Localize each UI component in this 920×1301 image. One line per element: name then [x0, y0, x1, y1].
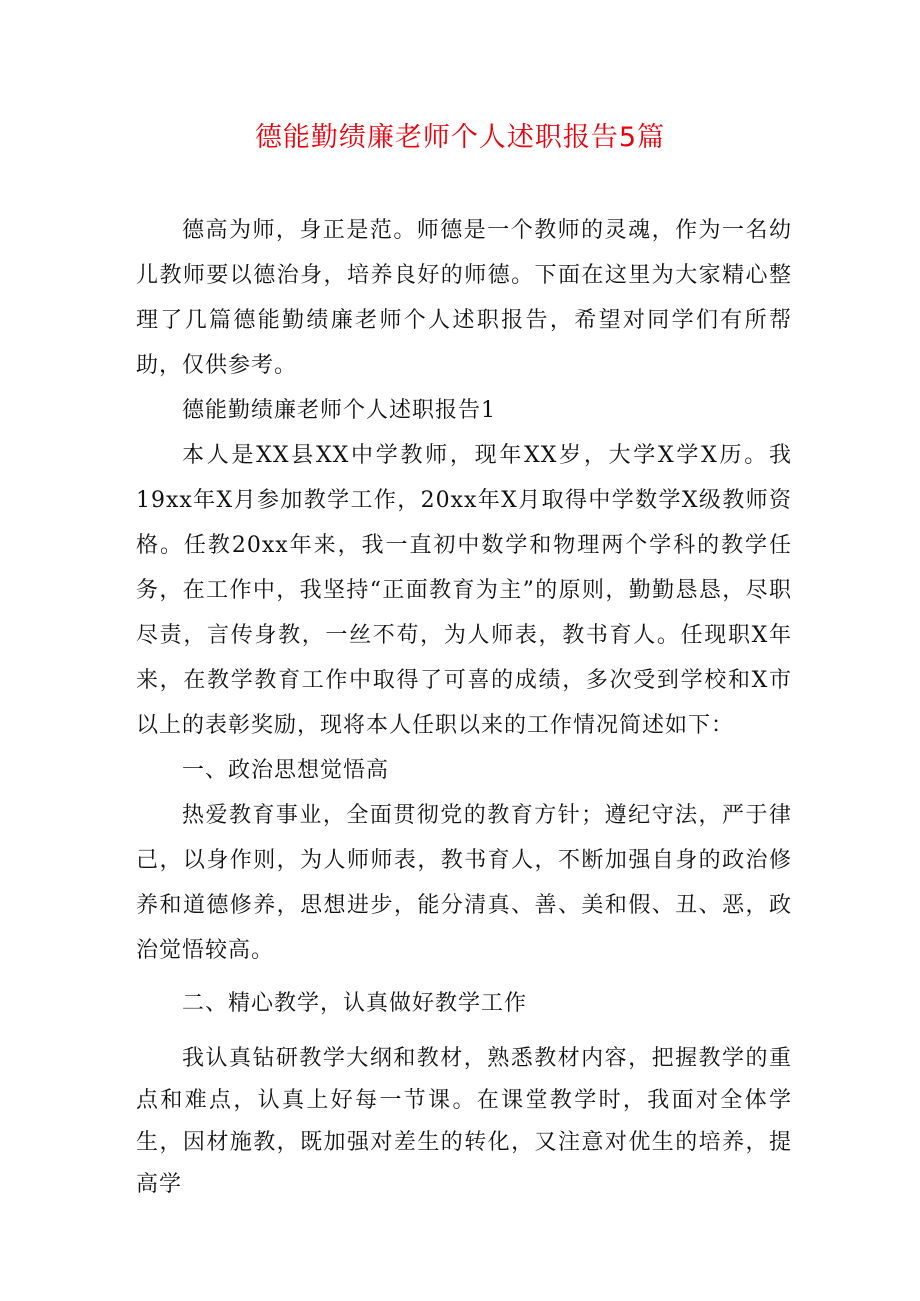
intro-paragraph: 德高为师，身正是范。师德是一个教师的灵魂，作为一名幼儿教师要以德治身，培养良好的师德。下面在这里为大家精心整理了几篇德能勤绩廉老师个人述职报告，希望对同学们有所帮助，仅供参考。 [136, 218, 792, 378]
paragraph-3: 我认真钻研教学大纲和教材，熟悉教材内容，把握教学的重点和难点，认真上好每一节课。在课堂教学时，我面对全体学生，因材施教，既加强对差生的转化，又注意对优生的培养，提高学 [136, 1046, 792, 1197]
paragraph-1: 本人是XX县XX中学教师，现年XX岁，大学X学X历。我19xx年X月参加教学工作，20xx年X月取得中学数学X级教师资格。任教20xx年来，我一直初中数学和物理两个学科的教学任务，在工作中，我坚持“正面教育为主”的原则，勤勤恳恳，尽职尽责，言传身教，一丝不苟，为人师表，教书育人。任现职X年来，在教学教育工作中取得了可喜的成绩，多次受到学校和X市以上的表彰奖励，现将本人任职以来的工作情况简述如下： [136, 443, 792, 738]
document-body [136, 208, 792, 1206]
paragraph-2: 热爱教育事业，全面贯彻党的教育方针；遵纪守法，严于律己，以身作则，为人师师表，教书育人，不断加强自身的政治修养和道德修养，思想进步，能分清真、善、美和假、丑、恶，政治觉悟较高。 [136, 803, 792, 963]
section-title: 德能勤绩廉老师个人述职报告1 [182, 398, 496, 423]
heading-1: 一、政治思想觉悟高 [182, 758, 390, 783]
heading-2: 二、精心教学，认真做好教学工作 [182, 991, 528, 1016]
document-title: 德能勤绩廉老师个人述职报告5篇 [254, 122, 666, 153]
